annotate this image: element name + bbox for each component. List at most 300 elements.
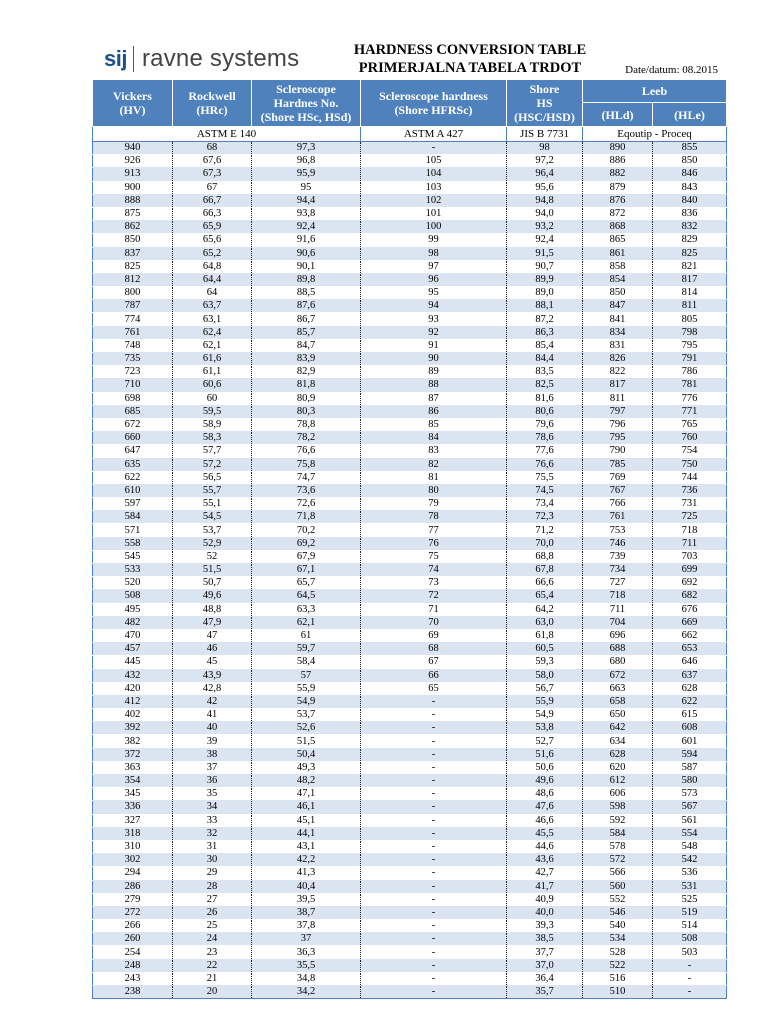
- scleroscope-no-cell: 76,6: [252, 445, 361, 458]
- leeb-hld-cell: 795: [583, 432, 653, 445]
- scleroscope-hardness-cell: 100: [361, 221, 507, 234]
- vickers-cell: 774: [93, 313, 173, 326]
- scleroscope-hardness-cell: 82: [361, 458, 507, 471]
- scleroscope-no-cell: 37: [252, 933, 361, 946]
- scleroscope-hardness-cell: -: [361, 986, 507, 999]
- rockwell-cell: 52,9: [173, 537, 252, 550]
- leeb-hle-cell: 580: [653, 775, 727, 788]
- scleroscope-hardness-cell: 102: [361, 194, 507, 207]
- vickers-cell: 310: [93, 840, 173, 853]
- leeb-hld-cell: 811: [583, 392, 653, 405]
- shore-hs-cell: 43,6: [507, 854, 583, 867]
- table-row: [93, 682, 727, 695]
- vickers-cell: 647: [93, 445, 173, 458]
- standard-equotip: Eqoutip - Proceq: [583, 127, 727, 142]
- vickers-cell: 382: [93, 735, 173, 748]
- leeb-hle-cell: 692: [653, 577, 727, 590]
- vickers-cell: 875: [93, 207, 173, 220]
- scleroscope-hardness-cell: 86: [361, 405, 507, 418]
- table-row: [93, 484, 727, 497]
- table-row: [93, 221, 727, 234]
- vickers-cell: 327: [93, 814, 173, 827]
- leeb-hle-cell: 836: [653, 207, 727, 220]
- table-row: [93, 313, 727, 326]
- vickers-cell: 940: [93, 142, 173, 155]
- leeb-hle-cell: 594: [653, 748, 727, 761]
- scleroscope-no-cell: 90,1: [252, 260, 361, 273]
- scleroscope-no-cell: 62,1: [252, 616, 361, 629]
- shore-hs-cell: 67,8: [507, 564, 583, 577]
- table-body: [93, 142, 727, 999]
- shore-hs-cell: 71,2: [507, 524, 583, 537]
- table-row: [93, 353, 727, 366]
- table-row: [93, 524, 727, 537]
- logo-text: ravne systems: [141, 45, 300, 72]
- table-row: [93, 867, 727, 880]
- table-row: [93, 972, 727, 985]
- vickers-cell: 495: [93, 603, 173, 616]
- scleroscope-no-cell: 42,2: [252, 854, 361, 867]
- table-row: [93, 814, 727, 827]
- vickers-cell: 392: [93, 722, 173, 735]
- table-row: [93, 775, 727, 788]
- scleroscope-no-cell: 34,2: [252, 986, 361, 999]
- rockwell-cell: 67,6: [173, 155, 252, 168]
- vickers-cell: 336: [93, 801, 173, 814]
- scleroscope-no-cell: 44,1: [252, 827, 361, 840]
- table-row: [93, 986, 727, 999]
- leeb-hld-cell: 546: [583, 906, 653, 919]
- header-rockwell: Rockwell (HRc): [173, 80, 252, 127]
- table-row: [93, 656, 727, 669]
- leeb-hle-cell: 554: [653, 827, 727, 840]
- header-shore-hs: Shore HS (HSC/HSD): [507, 80, 583, 127]
- shore-hs-cell: 44,6: [507, 840, 583, 853]
- shore-hs-cell: 59,3: [507, 656, 583, 669]
- leeb-hld-cell: 584: [583, 827, 653, 840]
- scleroscope-hardness-cell: -: [361, 761, 507, 774]
- scleroscope-hardness-cell: 87: [361, 392, 507, 405]
- leeb-hld-cell: 858: [583, 260, 653, 273]
- date-line: [625, 64, 718, 76]
- shore-hs-cell: 39,3: [507, 920, 583, 933]
- leeb-hle-cell: 798: [653, 326, 727, 339]
- scleroscope-hardness-cell: 75: [361, 550, 507, 563]
- vickers-cell: 286: [93, 880, 173, 893]
- shore-hs-cell: 63,0: [507, 616, 583, 629]
- rockwell-cell: 24: [173, 933, 252, 946]
- shore-hs-cell: 65,4: [507, 590, 583, 603]
- shore-hs-cell: 41,7: [507, 880, 583, 893]
- scleroscope-no-cell: 88,5: [252, 287, 361, 300]
- scleroscope-no-cell: 43,1: [252, 840, 361, 853]
- scleroscope-no-cell: 94,4: [252, 194, 361, 207]
- leeb-hle-cell: 718: [653, 524, 727, 537]
- rockwell-cell: 22: [173, 959, 252, 972]
- scleroscope-no-cell: 71,8: [252, 511, 361, 524]
- scleroscope-hardness-cell: 97: [361, 260, 507, 273]
- leeb-hle-cell: 850: [653, 155, 727, 168]
- leeb-hld-cell: 767: [583, 484, 653, 497]
- scleroscope-no-cell: 54,9: [252, 695, 361, 708]
- scleroscope-no-cell: 65,7: [252, 577, 361, 590]
- rockwell-cell: 47: [173, 629, 252, 642]
- scleroscope-no-cell: 95,9: [252, 168, 361, 181]
- table-row: [93, 695, 727, 708]
- scleroscope-hardness-cell: 101: [361, 207, 507, 220]
- scleroscope-no-cell: 74,7: [252, 471, 361, 484]
- table-row: [93, 840, 727, 853]
- rockwell-cell: 29: [173, 867, 252, 880]
- scleroscope-no-cell: 87,6: [252, 300, 361, 313]
- shore-hs-cell: 66,6: [507, 577, 583, 590]
- rockwell-cell: 48,8: [173, 603, 252, 616]
- shore-hs-cell: 84,4: [507, 353, 583, 366]
- leeb-hld-cell: 886: [583, 155, 653, 168]
- rockwell-cell: 40: [173, 722, 252, 735]
- scleroscope-hardness-cell: 76: [361, 537, 507, 550]
- rockwell-cell: 35: [173, 788, 252, 801]
- shore-hs-cell: 78,6: [507, 432, 583, 445]
- table-row: [93, 959, 727, 972]
- rockwell-cell: 25: [173, 920, 252, 933]
- table-row: [93, 418, 727, 431]
- vickers-cell: 243: [93, 972, 173, 985]
- table-row: [93, 735, 727, 748]
- shore-hs-cell: 93,2: [507, 221, 583, 234]
- table-row: [93, 366, 727, 379]
- table-row: [93, 788, 727, 801]
- rockwell-cell: 53,7: [173, 524, 252, 537]
- rockwell-cell: 68: [173, 142, 252, 155]
- table-row: [93, 168, 727, 181]
- table-row: [93, 379, 727, 392]
- leeb-hld-cell: 658: [583, 695, 653, 708]
- shore-hs-cell: 40,9: [507, 893, 583, 906]
- rockwell-cell: 60: [173, 392, 252, 405]
- table-row: [93, 326, 727, 339]
- table-row: [93, 181, 727, 194]
- leeb-hle-cell: 508: [653, 933, 727, 946]
- shore-hs-cell: 60,5: [507, 643, 583, 656]
- shore-hs-cell: 61,8: [507, 629, 583, 642]
- leeb-hld-cell: 872: [583, 207, 653, 220]
- scleroscope-no-cell: 75,8: [252, 458, 361, 471]
- leeb-hld-cell: 680: [583, 656, 653, 669]
- table-row: [93, 550, 727, 563]
- scleroscope-no-cell: 70,2: [252, 524, 361, 537]
- header-leeb: Leeb: [583, 80, 727, 103]
- leeb-hle-cell: 771: [653, 405, 727, 418]
- table-row: [93, 920, 727, 933]
- table-row: [93, 643, 727, 656]
- scleroscope-no-cell: 84,7: [252, 339, 361, 352]
- rockwell-cell: 64,8: [173, 260, 252, 273]
- rockwell-cell: 42,8: [173, 682, 252, 695]
- leeb-hld-cell: 566: [583, 867, 653, 880]
- leeb-hle-cell: 531: [653, 880, 727, 893]
- scleroscope-hardness-cell: -: [361, 920, 507, 933]
- logo-divider: [133, 46, 134, 72]
- vickers-cell: 445: [93, 656, 173, 669]
- vickers-cell: 710: [93, 379, 173, 392]
- scleroscope-hardness-cell: -: [361, 695, 507, 708]
- scleroscope-no-cell: 72,6: [252, 498, 361, 511]
- vickers-cell: 660: [93, 432, 173, 445]
- scleroscope-no-cell: 46,1: [252, 801, 361, 814]
- scleroscope-no-cell: 69,2: [252, 537, 361, 550]
- table-row: [93, 906, 727, 919]
- scleroscope-no-cell: 45,1: [252, 814, 361, 827]
- vickers-cell: 545: [93, 550, 173, 563]
- vickers-cell: 558: [93, 537, 173, 550]
- leeb-hle-cell: 662: [653, 629, 727, 642]
- rockwell-cell: 59,5: [173, 405, 252, 418]
- standard-astm-e140: ASTM E 140: [93, 127, 361, 142]
- rockwell-cell: 66,7: [173, 194, 252, 207]
- scleroscope-no-cell: 41,3: [252, 867, 361, 880]
- leeb-hle-cell: 601: [653, 735, 727, 748]
- vickers-cell: 372: [93, 748, 173, 761]
- rockwell-cell: 67,3: [173, 168, 252, 181]
- vickers-cell: 318: [93, 827, 173, 840]
- leeb-hld-cell: 663: [583, 682, 653, 695]
- shore-hs-cell: 42,7: [507, 867, 583, 880]
- leeb-hle-cell: 750: [653, 458, 727, 471]
- rockwell-cell: 20: [173, 986, 252, 999]
- leeb-hld-cell: 785: [583, 458, 653, 471]
- scleroscope-hardness-cell: -: [361, 775, 507, 788]
- leeb-hle-cell: 711: [653, 537, 727, 550]
- rockwell-cell: 47,9: [173, 616, 252, 629]
- shore-hs-cell: 74,5: [507, 484, 583, 497]
- header-hle: (HLe): [653, 103, 727, 127]
- leeb-hle-cell: 637: [653, 669, 727, 682]
- shore-hs-cell: 45,5: [507, 827, 583, 840]
- rockwell-cell: 57,7: [173, 445, 252, 458]
- table-row: [93, 801, 727, 814]
- rockwell-cell: 26: [173, 906, 252, 919]
- vickers-cell: 888: [93, 194, 173, 207]
- table-row: [93, 511, 727, 524]
- scleroscope-no-cell: 51,5: [252, 735, 361, 748]
- scleroscope-hardness-cell: -: [361, 840, 507, 853]
- vickers-cell: 533: [93, 564, 173, 577]
- scleroscope-hardness-cell: 103: [361, 181, 507, 194]
- leeb-hld-cell: 534: [583, 933, 653, 946]
- leeb-hle-cell: 608: [653, 722, 727, 735]
- leeb-hle-cell: 814: [653, 287, 727, 300]
- leeb-hle-cell: 525: [653, 893, 727, 906]
- shore-hs-cell: 97,2: [507, 155, 583, 168]
- shore-hs-cell: 75,5: [507, 471, 583, 484]
- rockwell-cell: 27: [173, 893, 252, 906]
- table-row: [93, 946, 727, 959]
- shore-hs-cell: 54,9: [507, 709, 583, 722]
- scleroscope-no-cell: 64,5: [252, 590, 361, 603]
- leeb-hle-cell: 840: [653, 194, 727, 207]
- vickers-cell: 812: [93, 273, 173, 286]
- table-row: [93, 603, 727, 616]
- scleroscope-hardness-cell: -: [361, 735, 507, 748]
- shore-hs-cell: 81,6: [507, 392, 583, 405]
- leeb-hld-cell: 847: [583, 300, 653, 313]
- table-row: [93, 339, 727, 352]
- shore-hs-cell: 52,7: [507, 735, 583, 748]
- rockwell-cell: 54,5: [173, 511, 252, 524]
- leeb-hld-cell: 753: [583, 524, 653, 537]
- leeb-hld-cell: 817: [583, 379, 653, 392]
- leeb-hld-cell: 592: [583, 814, 653, 827]
- leeb-hld-cell: 688: [583, 643, 653, 656]
- scleroscope-hardness-cell: 98: [361, 247, 507, 260]
- leeb-hle-cell: 514: [653, 920, 727, 933]
- vickers-cell: 402: [93, 709, 173, 722]
- vickers-cell: 926: [93, 155, 173, 168]
- leeb-hle-cell: 795: [653, 339, 727, 352]
- leeb-hld-cell: 790: [583, 445, 653, 458]
- leeb-hle-cell: 536: [653, 867, 727, 880]
- scleroscope-no-cell: 57: [252, 669, 361, 682]
- scleroscope-no-cell: 50,4: [252, 748, 361, 761]
- scleroscope-no-cell: 86,7: [252, 313, 361, 326]
- scleroscope-hardness-cell: 78: [361, 511, 507, 524]
- leeb-hld-cell: 606: [583, 788, 653, 801]
- leeb-hld-cell: 672: [583, 669, 653, 682]
- leeb-hld-cell: 796: [583, 418, 653, 431]
- leeb-hle-cell: 811: [653, 300, 727, 313]
- table-row: [93, 260, 727, 273]
- table-row: [93, 629, 727, 642]
- vickers-cell: 279: [93, 893, 173, 906]
- leeb-hle-cell: 503: [653, 946, 727, 959]
- vickers-cell: 584: [93, 511, 173, 524]
- vickers-cell: 432: [93, 669, 173, 682]
- table-row: [93, 458, 727, 471]
- shore-hs-cell: 90,7: [507, 260, 583, 273]
- leeb-hld-cell: 552: [583, 893, 653, 906]
- document-subtitle: PRIMERJALNA TABELA TRDOT: [358, 60, 582, 76]
- table-row: [93, 616, 727, 629]
- shore-hs-cell: 35,7: [507, 986, 583, 999]
- leeb-hld-cell: 739: [583, 550, 653, 563]
- scleroscope-hardness-cell: 104: [361, 168, 507, 181]
- leeb-hle-cell: 855: [653, 142, 727, 155]
- rockwell-cell: 61,1: [173, 366, 252, 379]
- leeb-hld-cell: 560: [583, 880, 653, 893]
- shore-hs-cell: 91,5: [507, 247, 583, 260]
- leeb-hle-cell: 669: [653, 616, 727, 629]
- leeb-hld-cell: 522: [583, 959, 653, 972]
- table-row: [93, 761, 727, 774]
- leeb-hle-cell: 781: [653, 379, 727, 392]
- scleroscope-no-cell: 92,4: [252, 221, 361, 234]
- scleroscope-hardness-cell: 81: [361, 471, 507, 484]
- leeb-hle-cell: 791: [653, 353, 727, 366]
- leeb-hld-cell: 516: [583, 972, 653, 985]
- leeb-hle-cell: 703: [653, 550, 727, 563]
- scleroscope-no-cell: 78,2: [252, 432, 361, 445]
- shore-hs-cell: 86,3: [507, 326, 583, 339]
- rockwell-cell: 41: [173, 709, 252, 722]
- table-row: [93, 827, 727, 840]
- leeb-hle-cell: 646: [653, 656, 727, 669]
- leeb-hle-cell: 731: [653, 498, 727, 511]
- vickers-cell: 900: [93, 181, 173, 194]
- shore-hs-cell: 88,1: [507, 300, 583, 313]
- vickers-cell: 354: [93, 775, 173, 788]
- leeb-hld-cell: 890: [583, 142, 653, 155]
- scleroscope-no-cell: 95: [252, 181, 361, 194]
- shore-hs-cell: 89,0: [507, 287, 583, 300]
- rockwell-cell: 61,6: [173, 353, 252, 366]
- vickers-cell: 482: [93, 616, 173, 629]
- scleroscope-no-cell: 81,8: [252, 379, 361, 392]
- shore-hs-cell: 73,4: [507, 498, 583, 511]
- leeb-hld-cell: 879: [583, 181, 653, 194]
- scleroscope-hardness-cell: -: [361, 906, 507, 919]
- scleroscope-hardness-cell: 69: [361, 629, 507, 642]
- shore-hs-cell: 96,4: [507, 168, 583, 181]
- rockwell-cell: 34: [173, 801, 252, 814]
- rockwell-cell: 21: [173, 972, 252, 985]
- vickers-cell: 302: [93, 854, 173, 867]
- leeb-hld-cell: 642: [583, 722, 653, 735]
- table-row: [93, 577, 727, 590]
- scleroscope-hardness-cell: 96: [361, 273, 507, 286]
- vickers-cell: 748: [93, 339, 173, 352]
- leeb-hld-cell: 882: [583, 168, 653, 181]
- scleroscope-no-cell: 80,3: [252, 405, 361, 418]
- vickers-cell: 635: [93, 458, 173, 471]
- scleroscope-hardness-cell: 89: [361, 366, 507, 379]
- scleroscope-hardness-cell: -: [361, 827, 507, 840]
- rockwell-cell: 58,3: [173, 432, 252, 445]
- leeb-hld-cell: 510: [583, 986, 653, 999]
- shore-hs-cell: 48,6: [507, 788, 583, 801]
- rockwell-cell: 33: [173, 814, 252, 827]
- shore-hs-cell: 36,4: [507, 972, 583, 985]
- rockwell-cell: 65,9: [173, 221, 252, 234]
- rockwell-cell: 36: [173, 775, 252, 788]
- leeb-hle-cell: 805: [653, 313, 727, 326]
- logo-mark: sij: [104, 46, 127, 71]
- shore-hs-cell: 87,2: [507, 313, 583, 326]
- shore-hs-cell: 37,7: [507, 946, 583, 959]
- scleroscope-hardness-cell: -: [361, 880, 507, 893]
- vickers-cell: 520: [93, 577, 173, 590]
- leeb-hle-cell: -: [653, 986, 727, 999]
- scleroscope-no-cell: 36,3: [252, 946, 361, 959]
- vickers-cell: 685: [93, 405, 173, 418]
- leeb-hle-cell: 786: [653, 366, 727, 379]
- leeb-hle-cell: -: [653, 959, 727, 972]
- rockwell-cell: 37: [173, 761, 252, 774]
- shore-hs-cell: 55,9: [507, 695, 583, 708]
- rockwell-cell: 64,4: [173, 273, 252, 286]
- shore-hs-cell: 46,6: [507, 814, 583, 827]
- table-row: [93, 445, 727, 458]
- table-row: [93, 392, 727, 405]
- shore-hs-cell: 94,0: [507, 207, 583, 220]
- vickers-cell: 508: [93, 590, 173, 603]
- scleroscope-hardness-cell: -: [361, 854, 507, 867]
- scleroscope-hardness-cell: 68: [361, 643, 507, 656]
- scleroscope-hardness-cell: 66: [361, 669, 507, 682]
- leeb-hle-cell: 561: [653, 814, 727, 827]
- rockwell-cell: 55,1: [173, 498, 252, 511]
- leeb-hld-cell: 634: [583, 735, 653, 748]
